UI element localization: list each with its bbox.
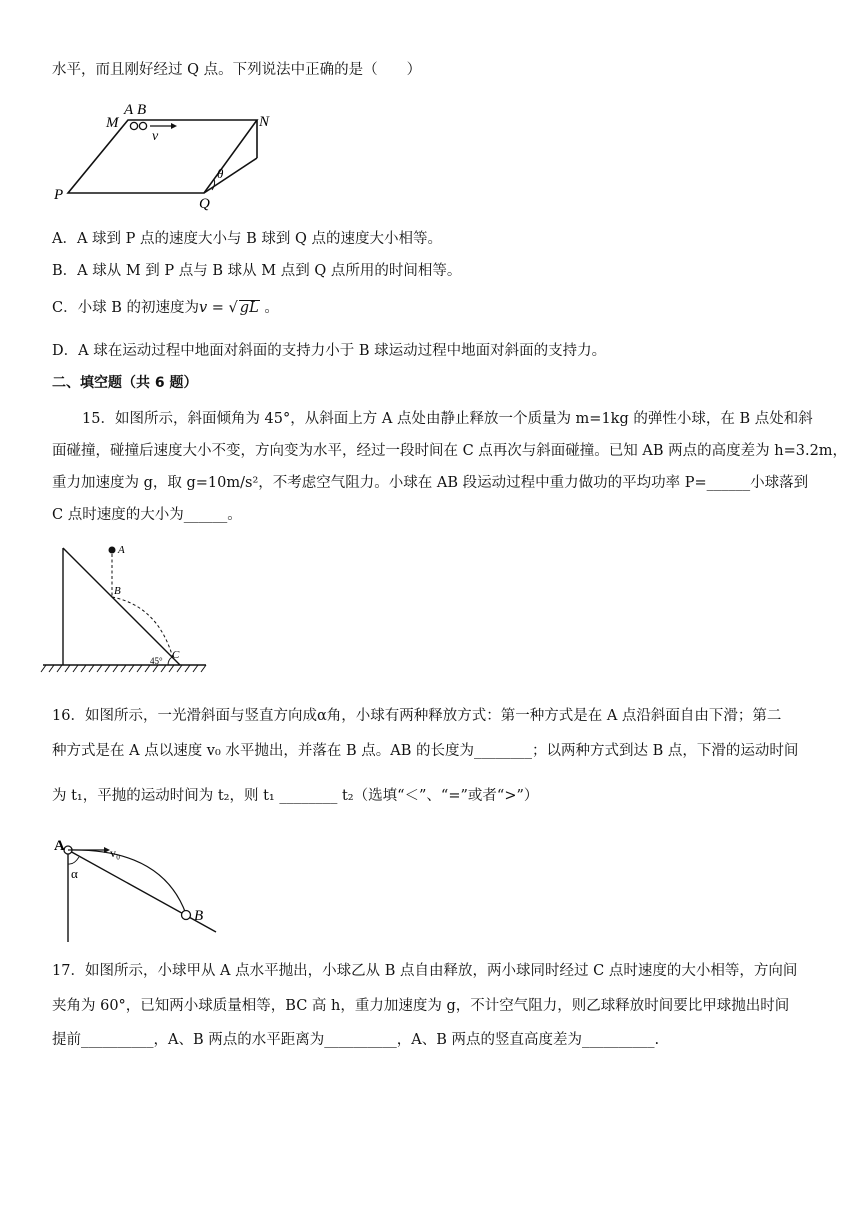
label-theta: θ — [217, 166, 224, 181]
q14-option-c-suffix: 。 — [259, 300, 279, 316]
q14-option-d: D．A 球在运动过程中地面对斜面的支持力小于 B 球运动过程中地面对斜面的支持力。 — [52, 343, 607, 359]
q14-stem-tail: 水平，而且刚好经过 Q 点。下列说法中正确的是（ ） — [52, 62, 422, 78]
label-B: B — [114, 585, 121, 597]
q14-option-b: B．A 球从 M 到 P 点与 B 球从 M 点到 Q 点所用的时间相等。 — [52, 263, 462, 279]
q16-line-1: 16．如图所示，一光滑斜面与竖直方向成α角，小球有两种释放方式：第一种方式是在 A 点沿斜面自由下滑；第二 — [52, 708, 782, 724]
label-N: N — [259, 114, 270, 130]
q15-line-1: 15．如图所示，斜面倾角为 45°，从斜面上方 A 点处由静止释放一个质量为 m=1kg 的弹性小球，在 B 点处和斜 — [82, 411, 813, 427]
formula-v: v — [198, 300, 208, 316]
q17-line-1: 17．如图所示，小球甲从 A 点水平抛出，小球乙从 B 点自由释放，两小球同时经过 C 点时速度的大小相等，方向间 — [52, 963, 798, 979]
label-C: C — [172, 649, 180, 661]
label-A: A — [124, 102, 134, 118]
label-M: M — [106, 115, 119, 131]
label-alpha: α — [71, 866, 78, 881]
label-A: A — [54, 838, 65, 854]
q16-line-3: 为 t₁，平抛的运动时间为 t₂，则 t₁ ________ t₂（选填“＜”、“=”或者“>”） — [52, 788, 539, 804]
ball-a-icon — [130, 122, 137, 129]
ball-b-icon — [139, 122, 146, 129]
q15-figure — [40, 540, 210, 680]
q15-line-3: 重力加速度为 g，取 g=10m/s²，不考虑空气阻力。小球在 AB 段运动过程中重力做功的平均功率 P=______小球落到 — [52, 475, 809, 491]
q15-line-2: 面碰撞，碰撞后速度大小不变，方向变为水平，经过一段时间在 C 点再次与斜面碰撞。已知 AB 两点的高度差为 h=3.2m， — [52, 443, 848, 459]
formula-eq: = — [207, 300, 229, 316]
formula-root: gL — [239, 300, 259, 316]
label-B: B — [137, 102, 147, 118]
q15-line-4: C 点时速度的大小为______。 — [52, 507, 242, 523]
label-B: B — [194, 908, 204, 924]
q14-figure — [50, 98, 290, 210]
section-title: 二、填空题（共 6 题） — [52, 375, 198, 391]
q17-line-2: 夹角为 60°，已知两小球质量相等，BC 高 h，重力加速度为 g，不计空气阻力，则乙球释放时间要比甲球抛出时间 — [52, 998, 790, 1014]
label-angle: 45° — [150, 656, 163, 666]
label-v0: v₀ — [110, 846, 121, 860]
label-v: v — [152, 129, 159, 144]
q16-line-2: 种方式是在 A 点以速度 v₀ 水平抛出，并落在 B 点。AB 的长度为________；以两种方式到达 B 点，下滑的运动时间 — [52, 743, 799, 759]
sqrt-icon: √ — [228, 300, 238, 316]
q14-option-c — [52, 298, 279, 318]
label-A: A — [118, 544, 125, 556]
q16-figure — [52, 838, 222, 948]
q17-line-3: 提前__________，A、B 两点的水平距离为__________，A、B 两点的竖直高度差为__________. — [52, 1032, 660, 1048]
label-Q: Q — [199, 196, 210, 212]
ball-b-icon — [182, 911, 191, 920]
q14-option-a: A．A 球到 P 点的速度大小与 B 球到 Q 点的速度大小相等。 — [52, 231, 443, 247]
q14-option-c-prefix: C．小球 B 的初速度为 — [52, 300, 199, 316]
label-P: P — [54, 187, 64, 203]
ball-a-icon — [109, 547, 116, 554]
